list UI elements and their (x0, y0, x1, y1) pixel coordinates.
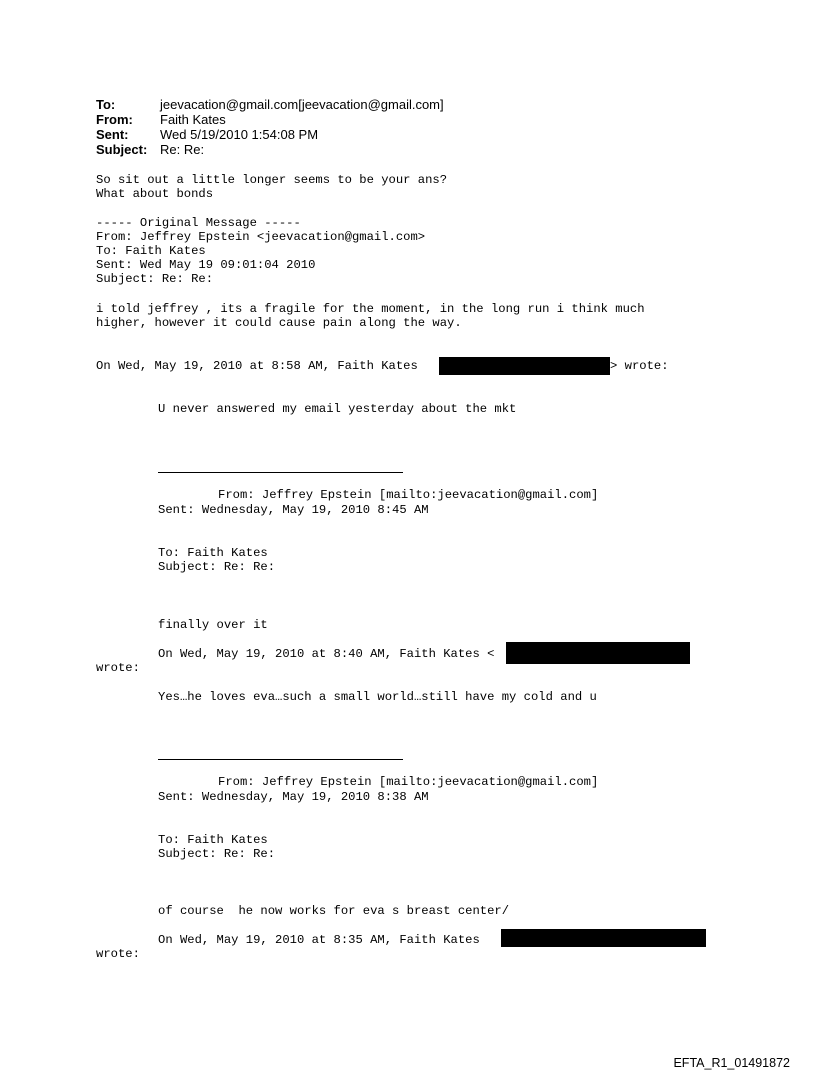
body-line: i told jeffrey , its a fragile for the moment, in the long run i think much (96, 302, 645, 316)
quoted-from: From: Jeffrey Epstein [mailto:jeevacation@gmail.com] (218, 488, 599, 502)
from-value: Faith Kates (160, 112, 226, 127)
divider-rule (158, 472, 403, 473)
wrote-line-suffix: > wrote: (610, 359, 669, 373)
divider-rule (158, 759, 403, 760)
subject-label: Subject: (96, 142, 148, 157)
quoted-from: From: Jeffrey Epstein [mailto:jeevacation@gmail.com] (218, 775, 599, 789)
redaction-box (501, 929, 706, 947)
wrote-line-prefix: On Wed, May 19, 2010 at 8:35 AM, Faith Kates (158, 933, 480, 947)
redaction-box (506, 642, 690, 664)
body-line: higher, however it could cause pain along the way. (96, 316, 462, 330)
to-label: To: (96, 97, 116, 112)
sent-label: Sent: (96, 127, 129, 142)
quoted-to: To: Faith Kates (158, 833, 268, 847)
body-line: What about bonds (96, 187, 214, 201)
original-sent: Sent: Wed May 19 09:01:04 2010 (96, 258, 316, 272)
quoted-to: To: Faith Kates (158, 546, 268, 560)
quoted-sent: Sent: Wednesday, May 19, 2010 8:45 AM (158, 503, 429, 517)
original-message-header: ----- Original Message ----- (96, 216, 301, 230)
quoted-text: of course he now works for eva s breast center/ (158, 904, 510, 918)
original-to: To: Faith Kates (96, 244, 206, 258)
wrote-line-suffix: wrote: (96, 947, 140, 961)
quoted-subject: Subject: Re: Re: (158, 560, 276, 574)
original-from: From: Jeffrey Epstein <jeevacation@gmail.com> (96, 230, 426, 244)
subject-value: Re: Re: (160, 142, 205, 157)
quoted-text: U never answered my email yesterday about the mkt (158, 402, 517, 416)
quoted-text: Yes…he loves eva…such a small world…still have my cold and u (158, 690, 597, 704)
wrote-line-prefix: On Wed, May 19, 2010 at 8:58 AM, Faith Kates (96, 359, 418, 373)
document-id: EFTA_R1_01491872 (673, 1056, 790, 1070)
original-subject: Subject: Re: Re: (96, 272, 214, 286)
body-line: So sit out a little longer seems to be your ans? (96, 173, 448, 187)
from-label: From: (96, 112, 133, 127)
quoted-subject: Subject: Re: Re: (158, 847, 276, 861)
quoted-sent: Sent: Wednesday, May 19, 2010 8:38 AM (158, 790, 429, 804)
to-value: jeevacation@gmail.com[jeevacation@gmail.com] (160, 97, 444, 112)
sent-value: Wed 5/19/2010 1:54:08 PM (160, 127, 319, 142)
wrote-line-prefix: On Wed, May 19, 2010 at 8:40 AM, Faith Kates < (158, 647, 495, 661)
wrote-line-suffix: wrote: (96, 661, 140, 675)
redaction-box (439, 357, 610, 375)
quoted-text: finally over it (158, 618, 268, 632)
